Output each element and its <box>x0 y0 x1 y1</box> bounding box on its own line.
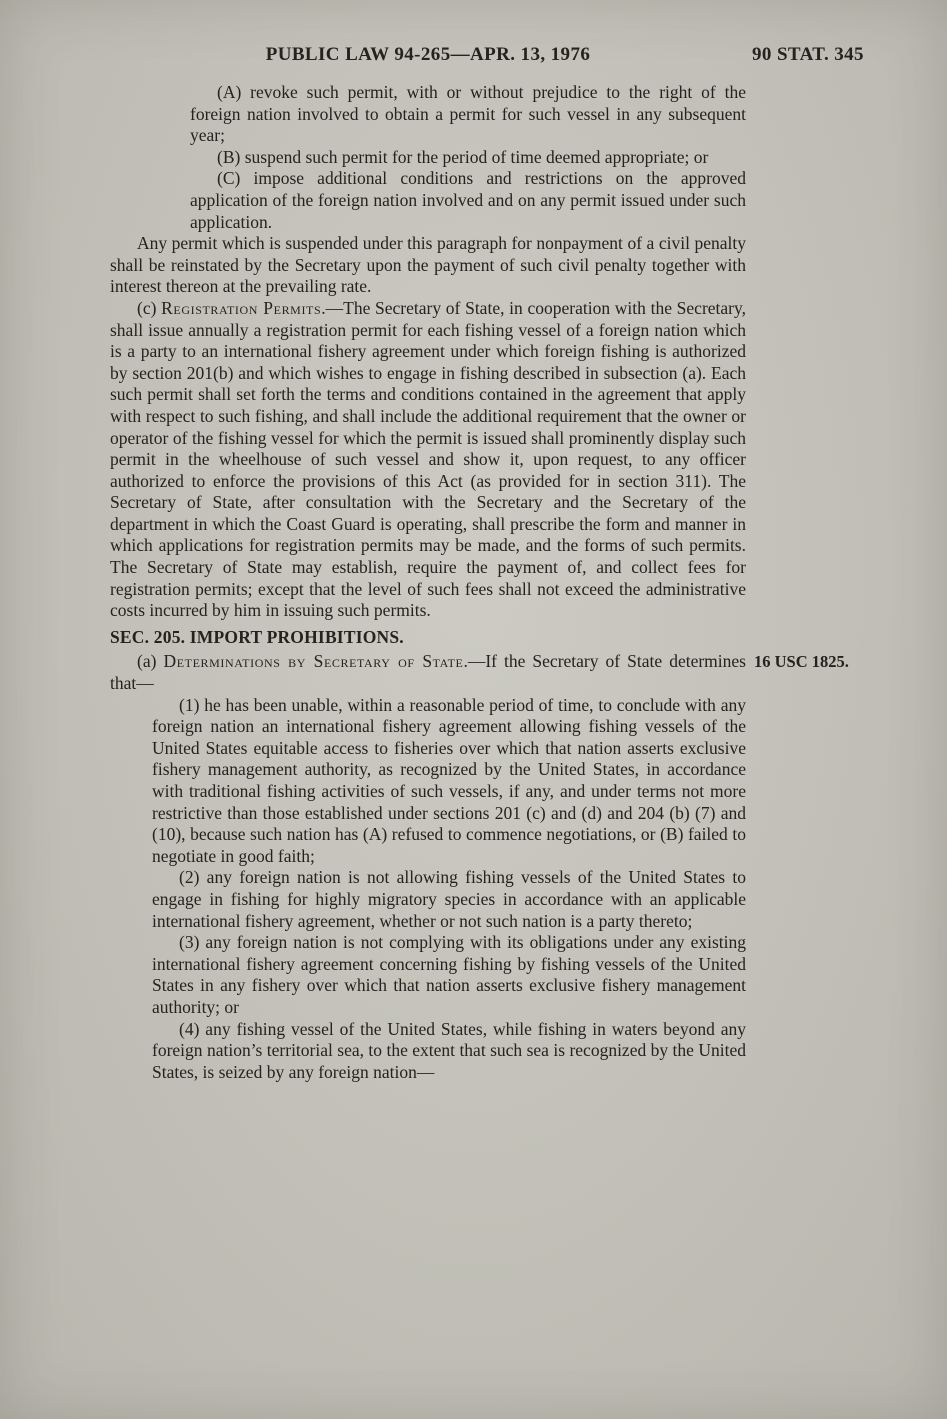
text-run: (A) revoke such permit, with or without prejudice to the right of the foreign nation involved to obtain a permit for such vessel in any subsequent year; <box>190 82 746 146</box>
text-run: Any permit which is suspended under this paragraph for nonpayment of a civil penalty shall be reinstated by the Secretary upon the payment of such civil penalty together with interest thereon at the prevailing rate. <box>110 233 746 297</box>
page-header <box>0 44 947 72</box>
margin-note-usc-citation: 16 USC 1825. <box>754 652 849 672</box>
item-3 <box>152 932 746 1018</box>
text-run: (B) suspend such permit for the period of time deemed appropriate; or <box>217 146 709 167</box>
item-1 <box>152 695 746 868</box>
text-run: (C) impose additional conditions and restrictions on the approved application of the foreign nation involved and on any permit issued under such application. <box>190 168 746 232</box>
subsection-a-determinations <box>110 651 849 694</box>
text-run: .—If the Secretary of State determines that— <box>110 651 746 694</box>
clause-B <box>190 147 746 169</box>
subsection-c-registration-permits <box>110 298 746 622</box>
paragraph-reinstatement <box>110 233 746 298</box>
section-205-heading <box>110 627 746 649</box>
clause-C <box>190 168 746 233</box>
text-run: SEC. 205. IMPORT PROHIBITIONS. <box>110 626 404 647</box>
text-run: .—The Secretary of State, in cooperation with the Secretary, shall issue annually a registration permit for each fishing vessel of a foreign nation which is a party to an international fishery agreement under which foreign fishing is authorized by section 201(b) and which wishes to engage in fishing described in subsection (a). Each such permit shall set forth the terms and conditions contained in the agreement that apply with respect to such fishing, and shall include the additional requirement that the owner or operator of the fishing vessel for which the permit is issued shall prominently display such permit in the wheelhouse of such vessel and show it, upon request, to any officer authorized to enforce the provisions of this Act (as provided for in section 311). The Secretary of State, after consultation with the Secretary and the Secretary of the department in which the Coast Guard is operating, shall prescribe the form and manner in which applications for registration permits may be made, and the forms of such permits. The Secretary of State may establish, require the payment of, and collect fees for registration permits; except that the level of such fees shall not exceed the administrative costs incurred by him in issuing such permits. <box>110 297 746 621</box>
small-caps-run: Registration Permits <box>161 297 322 318</box>
law-title: PUBLIC LAW 94-265—APR. 13, 1976 <box>265 44 591 65</box>
text-run: (2) any foreign nation is not allowing fishing vessels of the United States to engage in fishing for highly migratory species in accordance with an applicable international fishery agreement, whether or not such nation is a party thereto; <box>152 867 746 931</box>
text-run: (a) <box>137 651 164 672</box>
item-2 <box>152 867 746 932</box>
small-caps-run: Determinations by Secretary of State <box>163 651 464 672</box>
text-run: (c) <box>137 297 162 318</box>
text-run: (3) any foreign nation is not complying with its obligations under any existing international fishery agreement concerning fishing by fishing vessels of the United States in any fishery over which that nation asserts exclusive fishery management authority; or <box>152 932 746 1017</box>
clause-A <box>190 82 746 147</box>
statute-text-body <box>110 82 849 1083</box>
text-run: (4) any fishing vessel of the United States, while fishing in waters beyond any foreign nation’s territorial sea, to the extent that such sea is recognized by the United States, is seized by any foreign nation— <box>152 1018 746 1082</box>
text-run: (1) he has been unable, within a reasonable period of time, to conclude with any foreign nation an international fishery agreement allowing fishing vessels of the United States equitable access to fisheries over which that nation asserts exclusive fishery management authority, as recognized by the United States, in accordance with traditional fishing activities of such vessels, if any, and under terms not more restrictive than those established under sections 201 (c) and (d) and 204 (b) (7) and (10), because such nation has (A) refused to commence negotiations, or (B) failed to negotiate in good faith; <box>152 694 746 866</box>
statute-page-ref: 90 STAT. 345 <box>752 44 864 65</box>
item-4 <box>152 1019 746 1084</box>
